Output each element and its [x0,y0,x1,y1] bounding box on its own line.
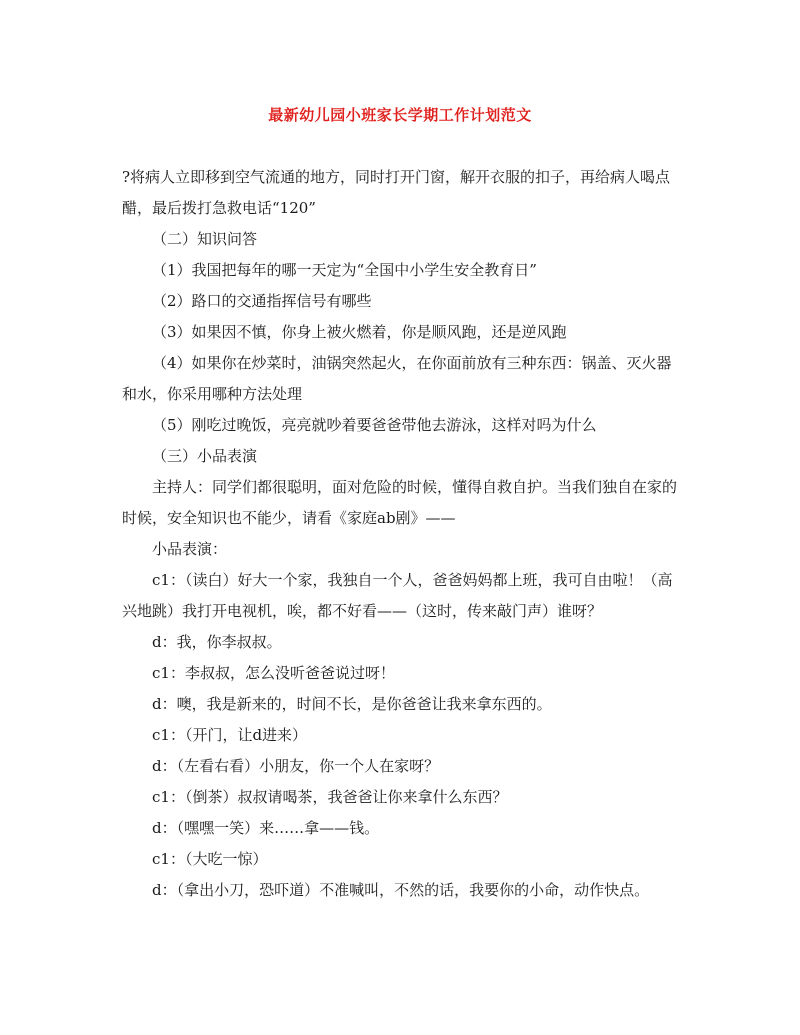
dialogue-line: c1：（倒茶）叔叔请喝茶，我爸爸让你来拿什么东西？ [152,788,508,806]
question-item: （4）如果你在炒菜时，油锅突然起火，在你面前放有三种东西：锅盖、灭火器和水，你采用哪种方法处理 [122,354,672,403]
document-body [122,162,682,906]
dialogue-line: c1：李叔叔，怎么没听爸爸说过呀！ [152,664,395,682]
paragraph: 主持人：同学们都很聪明，面对危险的时候，懂得自救自护。当我们独自在家的时候，安全知识也不能少，请看《家庭ab剧》—— [122,478,678,527]
document-title: 最新幼儿园小班家长学期工作计划范文 [268,106,532,124]
dialogue-line: c1：（读白）好大一个家，我独自一个人，爸爸妈妈都上班，我可自由啦！（高兴地跳）我打开电视机，唉，都不好看——（这时，传来敲门声）谁呀？ [122,571,673,620]
dialogue-line: c1：（大吃一惊） [152,850,268,868]
question-item: （5）刚吃过晚饭，亮亮就吵着要爸爸带他去游泳，这样对吗为什么 [152,416,597,434]
section-heading: （二）知识问答 [152,230,258,248]
section-heading: （三）小品表演 [152,447,258,465]
dialogue-line: d：噢，我是新来的，时间不长，是你爸爸让我来拿东西的。 [152,695,552,713]
question-item: （2）路口的交通指挥信号有哪些 [152,292,372,310]
question-item: （3）如果因不慎，你身上被火燃着，你是顺风跑，还是逆风跑 [152,323,567,341]
dialogue-line: d：我，你李叔叔。 [152,633,282,651]
dialogue-line: c1：（开门，让d进来） [152,726,308,744]
dialogue-line: d：（左看右看）小朋友，你一个人在家呀？ [152,757,440,775]
dialogue-line: d：（拿出小刀，恐吓道）不准喊叫，不然的话，我要你的小命，动作快点。 [152,881,650,899]
paragraph: 小品表演： [152,540,228,558]
dialogue-line: d：（嘿嘿一笑）来……拿——钱。 [152,819,380,837]
question-item: （1）我国把每年的哪一天定为“全国中小学生安全教育日” [152,261,537,279]
paragraph: ?将病人立即移到空气流通的地方，同时打开门窗，解开衣服的扣子，再给病人喝点醋，最后拨打急救电话“120” [122,168,671,217]
